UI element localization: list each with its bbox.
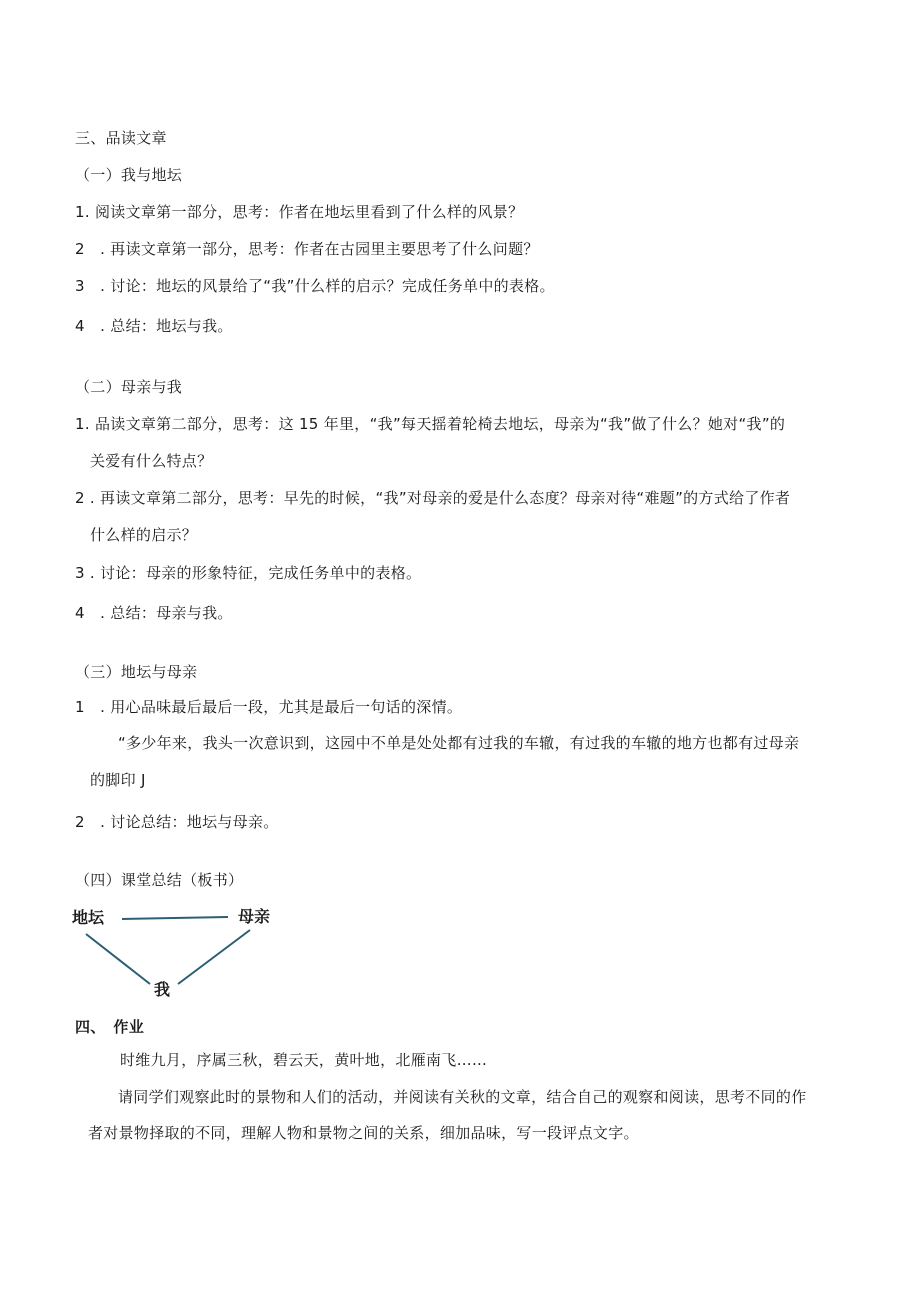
part-2-item-4: 4 . 总结：母亲与我。 (75, 604, 233, 622)
part-3-item-2: 2 . 讨论总结：地坛与母亲。 (75, 813, 279, 831)
line-mother-me (178, 930, 250, 984)
section-3-heading: 三、品读文章 (75, 129, 167, 147)
section-4-heading: 四、 作业 (75, 1018, 145, 1036)
line-ditan-me (86, 934, 150, 984)
part-3-quote-line-1: “多少年来，我头一次意识到，这园中不单是处处都有过我的车辙，有过我的车辙的地方也都有过母亲 (118, 734, 800, 752)
part-3-heading: （三）地坛与母亲 (75, 663, 198, 681)
line-ditan-mother (122, 917, 228, 919)
part-1-item-3: 3 . 讨论：地坛的风景给了“我”什么样的启示？完成任务单中的表格。 (75, 277, 555, 295)
part-1-item-4: 4 . 总结：地坛与我。 (75, 317, 233, 335)
part-2-item-3: 3 . 讨论：母亲的形象特征，完成任务单中的表格。 (75, 564, 422, 582)
section-4-line-1: 时维九月，序属三秋，碧云天，黄叶地，北雁南飞…… (120, 1051, 488, 1069)
section-4-paragraph-line-2: 者对景物择取的不同，理解人物和景物之间的关系，细加品味，写一段评点文字。 (88, 1124, 639, 1142)
part-1-item-1: 1. 阅读文章第一部分，思考：作者在地坛里看到了什么样的风景？ (75, 203, 524, 221)
board-summary-diagram (70, 900, 290, 1010)
part-2-item-1-line-1: 1. 品读文章第二部分，思考：这 15 年里，“我”每天摇着轮椅去地坛，母亲为“我”做了什么？她对“我”的 (75, 415, 786, 433)
part-3-quote-line-2: 的脚印 J (90, 771, 146, 789)
part-1-item-2: 2 . 再读文章第一部分，思考：作者在古园里主要思考了什么问题？ (75, 240, 539, 258)
part-2-item-2-line-2: 什么样的启示？ (90, 526, 198, 544)
part-1-heading: （一）我与地坛 (75, 166, 183, 184)
diagram-label-ditan: 地坛 (72, 908, 105, 927)
diagram-label-mother: 母亲 (238, 907, 271, 926)
section-4-paragraph-line-1: 请同学们观察此时的景物和人们的活动，并阅读有关秋的文章，结合自己的观察和阅读，思考不同的作 (118, 1088, 807, 1106)
part-2-item-1-line-2: 关爱有什么特点？ (90, 452, 213, 470)
part-2-heading: （二）母亲与我 (75, 378, 183, 396)
part-2-item-2-line-1: 2 . 再读文章第二部分，思考：早先的时候，“我”对母亲的爱是什么态度？母亲对待“难题”的方式给了作者 (75, 489, 791, 507)
part-4-heading: （四）课堂总结（板书） (75, 871, 244, 889)
part-3-item-1: 1 . 用心品味最后最后一段，尤其是最后一句话的深情。 (75, 698, 463, 716)
diagram-label-me: 我 (154, 980, 171, 999)
